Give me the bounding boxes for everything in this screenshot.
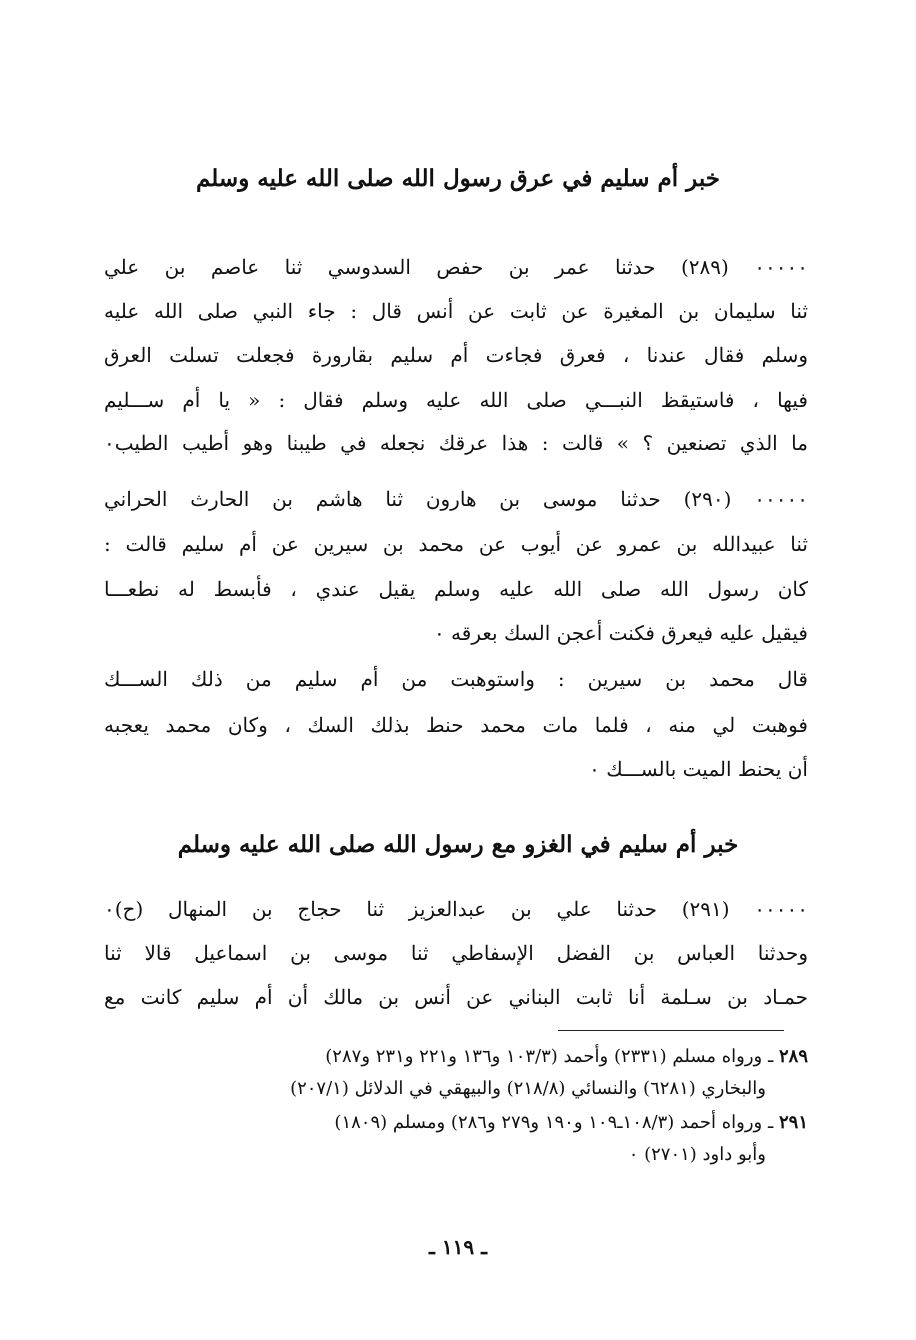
text-line: وحدثنا العباس بن الفضل الإسفاطي ثنا موسى بن اسماعيل قالا ثنا (104, 941, 808, 965)
footnote-line (104, 1044, 808, 1070)
text-line: ثنا عبيدالله بن عمرو عن أيوب عن محمد بن سيرين عن أم سليم قالت : (104, 532, 808, 556)
section-heading: خبر أم سليم في الغزو مع رسول الله صلى الله عليه وسلم (177, 831, 739, 858)
text-line: فوهبت لي منه ، فلما مات محمد حنط بذلك السك ، وكان محمد يعجبه (104, 713, 808, 737)
footnote-number: ٢٩١ (778, 1112, 808, 1133)
text-line: وسلم فقال عندنا ، فعرق فجاءت أم سليم بقارورة فجعلت تسلت العرق (104, 343, 808, 367)
page-number: ـ ١١٩ ـ (429, 1235, 487, 1259)
text-line: ما الذي تصنعين ؟ » قالت : هذا عرقك نجعله في طيبنا وهو أطيب الطيب٠ (104, 431, 808, 455)
footnote-number: ٢٨٩ (778, 1046, 808, 1067)
text-line: فيقيل عليه فيعرق فكنت أعجن السك بعرقه ٠ (433, 621, 808, 645)
text-line: ثنا سليمان بن المغيرة عن ثابت عن أنس قال : جاء النبي صلى الله عليه (104, 299, 808, 323)
text-line: قال محمد بن سيرين : واستوهبت من أم سليم من ذلك الســـك (104, 667, 808, 691)
text-line: ٠٠٠٠٠ (٢٩٠) حدثنا موسى بن هارون ثنا هاشم بن الحارث الحراني (104, 487, 808, 511)
text-line: ٠٠٠٠٠ (٢٩١) حدثنا علي بن عبدالعزيز ثنا حجاج بن المنهال (ح)٠ (104, 897, 808, 921)
text-line: حمـاد بن سـلمة أنا ثابت البناني عن أنس بن مالك أن أم سليم كانت مع (104, 985, 808, 1009)
footnote-line: وأبو داود (٢٧٠١) ٠ (628, 1144, 766, 1165)
text-line: فيها ، فاستيقظ النبـــي صلى الله عليه وسلم فقال : « يا أم ســـليم (104, 388, 808, 412)
footnote-line (104, 1110, 808, 1136)
text-line: كان رسول الله صلى الله عليه وسلم يقيل عندي ، فأبسط له نطعـــا (104, 577, 808, 601)
footnote-text: ـ ورواه أحمد (١٠٨/٣ـ١٠٩ و١٩٠ و٢٧٩ و٢٨٦) ومسلم (١٨٠٩) (334, 1112, 774, 1133)
footnote-separator (558, 1030, 784, 1031)
text-line: ٠٠٠٠٠ (٢٨٩) حدثنا عمر بن حفص السدوسي ثنا عاصم بن علي (104, 255, 808, 279)
text-line: أن يحنط الميت بالســـك ٠ (589, 757, 808, 781)
footnote-line: والبخاري (٦٢٨١) والنسائي (٢١٨/٨) والبيهقي في الدلائل (٢٠٧/١) (290, 1078, 766, 1099)
section-heading: خبر أم سليم في عرق رسول الله صلى الله عليه وسلم (196, 165, 720, 192)
footnote-text: ـ ورواه مسلم (٢٣٣١) وأحمد (١٠٣/٣ و١٣٦ و٢٢١ و٢٣١ و٢٨٧) (325, 1046, 774, 1067)
